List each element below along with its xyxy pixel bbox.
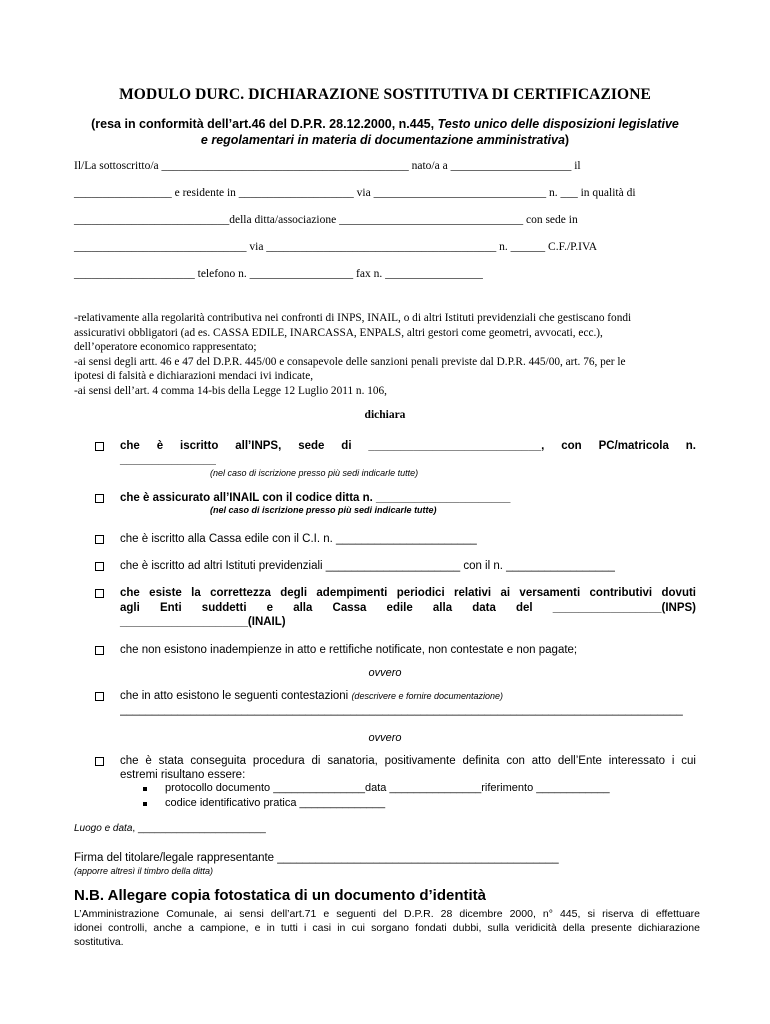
item-sanatoria-text-2: estremi risultano essere: <box>120 769 246 781</box>
item-contestazioni-text <box>120 689 696 704</box>
firma-line[interactable]: Firma del titolare/legale rappresentante ____________________________________________ <box>74 852 559 864</box>
subtitle-italic: Testo unico delle disposizioni legislative <box>437 117 679 131</box>
form-line-sottoscritto[interactable]: Il/La sottoscritto/a ___________________________________________ nato/a a _____________________ il <box>74 160 581 172</box>
ovvero-separator: ovvero <box>368 667 402 679</box>
inps-note: (nel caso di iscrizione presso più sedi indicarle tutte) <box>210 468 419 478</box>
checkbox-altri-istituti[interactable] <box>95 562 104 571</box>
form-line-residenza[interactable]: _________________ e residente in ____________________ via ______________________________ n. ___ in qualità di <box>74 187 636 199</box>
checkbox-inps[interactable] <box>95 442 104 451</box>
ovvero-separator-2: ovvero <box>368 732 402 744</box>
form-line-sede[interactable]: ______________________________ via ________________________________________ n. ______ C.F./P.IVA <box>74 241 598 253</box>
checkbox-non-inadempienze[interactable] <box>95 646 104 655</box>
checkbox-contestazioni[interactable] <box>95 692 104 701</box>
contestazioni-label: che in atto esistono le seguenti contestazioni <box>120 690 352 702</box>
item-non-inadempienze-text: che non esistono inadempienze in atto e rettifiche notificate, non contestate e non pagate; <box>120 644 578 656</box>
item-correttezza-text: che esiste la correttezza degli adempimenti periodici relativi ai versamenti contributivi dovuti <box>120 587 696 599</box>
checkbox-correttezza[interactable] <box>95 589 104 598</box>
item-correttezza-text-2: agli Enti suddetti e alla Cassa edile alla data del _________________(INPS) <box>120 601 696 614</box>
form-line-ditta[interactable]: ___________________________della ditta/associazione ________________________________ con sede in <box>74 214 578 226</box>
nb-heading: N.B. Allegare copia fotostatica di un documento d’identità <box>74 887 486 904</box>
checkbox-sanatoria[interactable] <box>95 757 104 766</box>
document-title: MODULO DURC. DICHIARAZIONE SOSTITUTIVA DI CERTIFICAZIONE <box>119 86 651 103</box>
item-inps-text-2: _______________ <box>120 454 216 466</box>
inail-note: (nel caso di iscrizione presso più sedi indicarle tutte) <box>210 505 437 515</box>
item-correttezza-text-3: ____________________(INAIL) <box>120 616 286 628</box>
luogo-line: , _______________________ <box>132 823 266 834</box>
codice-line[interactable]: codice identificativo pratica ______________ <box>165 797 386 809</box>
item-altri-istituti-text: che è iscritto ad altri Istituti previdenziali _____________________ con il n. _________________ <box>120 560 615 572</box>
intro-line: ipotesi di falsità e dichiarazioni mendaci ivi indicate, <box>74 370 314 382</box>
nb-line: L’Amministrazione Comunale, ai sensi dell’art.71 e seguenti del D.P.R. 28 dicembre 2000, n° 445, si riserva di effettuare <box>74 908 700 920</box>
nb-paragraph <box>74 907 700 949</box>
intro-line: assicurativi obbligatori (ad es. CASSA EDILE, INARCASSA, ENPALS, altri gestori come geometri, avvocati, ecc.), <box>74 326 603 339</box>
item-cassa-edile-text: che è iscritto alla Cassa edile con il C.I. n. ______________________ <box>120 533 477 545</box>
intro-line: dell’operatore economico rappresentato; <box>74 341 257 353</box>
luogo-label: Luogo e data <box>74 823 133 834</box>
luogo-data[interactable] <box>74 823 266 834</box>
intro-line: -relativamente alla regolarità contributiva nei confronti di INPS, INAIL, o di altri Istituti previdenziali che gestiscano fondi <box>74 312 632 324</box>
form-line-contatti[interactable]: _____________________ telefono n. __________________ fax n. _________________ <box>74 268 483 280</box>
nb-line: idonei controlli, anche a campione, e in tutti i casi in cui sorgano fondati dubbi, sulla veridicità della presente dichiarazione <box>74 922 700 934</box>
item-inps-text: che è iscritto all’INPS, sede di ___________________________, con PC/matricola n. <box>120 440 696 452</box>
item-inail-text: che è assicurato all’INAIL con il codice ditta n. _____________________ <box>120 492 511 504</box>
square-bullet-icon <box>143 787 147 791</box>
dichiara-heading: dichiara <box>364 409 406 421</box>
document-subtitle <box>70 116 700 148</box>
checkbox-inail[interactable] <box>95 494 104 503</box>
item-sanatoria-text: che è stata conseguita procedura di sanatoria, positivamente definita con atto dell’Ente interessato i cui <box>120 755 696 767</box>
subtitle-italic-2: e regolamentari in materia di documentazione amministrativa <box>200 133 565 147</box>
subtitle-text: (resa in conformità dell’art.46 del D.P.R. 28.12.2000, n.445, <box>91 117 438 131</box>
intro-paragraph <box>74 311 699 398</box>
contestazioni-line[interactable]: ________________________________________________________________________________________ <box>120 704 683 716</box>
checkbox-cassa-edile[interactable] <box>95 535 104 544</box>
subtitle-close: ) <box>564 133 570 147</box>
protocollo-line[interactable]: protocollo documento _______________data _______________riferimento ____________ <box>165 782 610 794</box>
firma-note: (apporre altresì il timbro della ditta) <box>74 866 214 876</box>
intro-line: -ai sensi dell’art. 4 comma 14-bis della Legge 12 Luglio 2011 n. 106, <box>74 384 387 397</box>
contestazioni-note: (descrivere e fornire documentazione) <box>351 691 504 701</box>
intro-line: -ai sensi degli artt. 46 e 47 del D.P.R. 445/00 e consapevole delle sanzioni penali previste dal D.P.R. 445/00, art. 76, per le <box>74 355 626 368</box>
square-bullet-icon <box>143 802 147 806</box>
nb-line: sostitutiva. <box>74 936 124 948</box>
